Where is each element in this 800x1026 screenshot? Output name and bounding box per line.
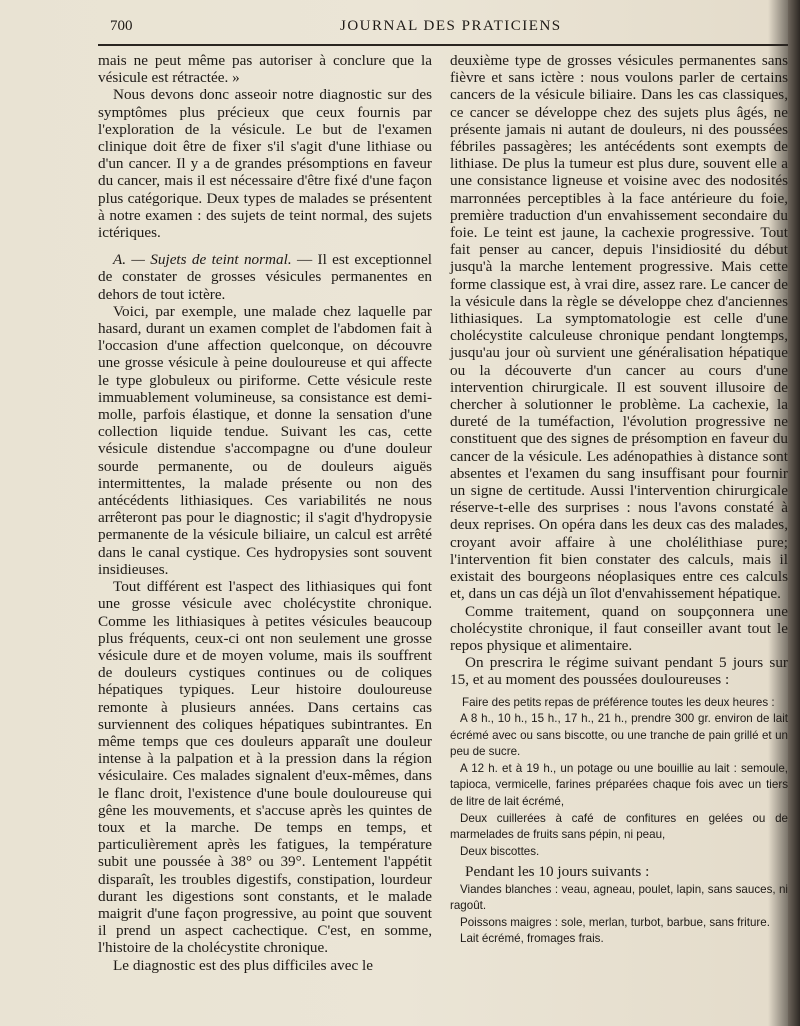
diet-item: Viandes blanches : veau, agneau, poulet, lapin, sans sauces, ni ragoût. (450, 882, 788, 913)
paragraph: Tout différent est l'aspect des lithiasiques qui font une grosse vésicule avec cholécystite chronique. Comme les lithiasiques à petites vésicules beaucoup plus fréquents, ceux-ci ont non seulement une grosse vésicule dure et de moyen volume, mais ils souffrent de douleurs cystiques continues ou de coliques hépatiques typiques. Leur histoire douloureuse remonte à plusieurs années. Dans certains cas surviennent des coliques hépatiques subintrantes. En même temps que ces douleurs apparaît une douleur intense à la palpation et à la pression dans la région vésiculaire. Ces malades signalent d'eux-mêmes, dans le flanc droit, l'existence d'une boule douloureuse qui gêne les mouvements, et s'accuse après les quintes de toux et la marche. De temps en temps, et particulièrement après les fatigues, la température subit une poussée à 38° ou 39°. Lentement l'appétit disparaît, les troubles digestifs, constipation, lourdeur durant les digestions sont constants, et le malade maigrit d'une façon progressive, au point que souvent il prend un aspect cachectique. C'est, en somme, l'histoire de la cholécystite chronique. (98, 578, 432, 957)
paragraph: Nous devons donc asseoir notre diagnostic sur des symptômes plus précieux que ceux fournis par l'exploration de la vésicule. Le but de l'examen clinique doit être de fixer s'il s'agit d'une lithiase ou d'un cancer. Il y a de grandes présomptions en faveur du cancer, mais il est nécessaire d'être fixé d'une façon plus catégorique. Deux types de malades se présentent à notre examen : des sujets de teint normal, des sujets ictériques. (98, 86, 432, 242)
header-rule (98, 44, 788, 46)
diet-item: A 8 h., 10 h., 15 h., 17 h., 21 h., prendre 300 gr. environ de lait écrémé avec ou sans biscotte, ou une tranche de pain grillé et un peu de sucre. (450, 712, 788, 759)
paragraph: Comme traitement, quand on soupçonnera une cholécystite chronique, il faut conseiller avant tout le repos physique et alimentaire. (450, 602, 788, 654)
paragraph: deuxième type de grosses vésicules permanentes sans fièvre et sans ictère : nous voulons parler de certains cancers de la vésicule biliaire. Dans les cas classiques, ce cancer se développe chez des sujets plus âgés, ne présente jamais ni autant de douleurs, ni des poussées fébriles passagères; les antécédents sont exempts de lithiase. De plus la tumeur est plus dure, souvent elle a une consistance ligneuse et voisine avec des nodosités marronnées perceptibles à la face antérieure du foie, première traduction d'un envahissement secondaire du foie. Le teint est jaune, la cachexie progressive. Tout fait penser au cancer, depuis l'insidiosité du début jusqu'à la marche lentement progressive. Mais cette forme classique est, à vrai dire, assez rare. Le cancer de la vésicule dans la règle se développe chez d'anciennes lithiasiques. La symptomatologie est celle d'une cholécystite calculeuse chronique pendant longtemps, jusqu'au jour où survient une généralisation hépatique ou la découverte d'un cancer au cours d'une intervention chirurgicale. Il est souvent illusoire de chercher à solutionner le problème. La cachexie, la dureté de la tuméfaction, l'évolution progressive ne constituent que des signes de présomption en faveur du cancer de la vésicule. Les adénopathies à distance sont absentes et l'examen du sang insuffisant pour fournir un signe de certitude. Aussi l'intervention chirurgicale réserve-t-elle des surprises : nous l'avons constaté à deux reprises. On opéra dans les deux cas des malades, croyant avoir affaire à une cholélithiase pure; l'intervention fit bien constater des calculs, mais il existait des bourgeons néoplasiques entre ces calculs et, dans un cas déjà un îlot d'envahissement hépatique. (450, 52, 788, 603)
left-column (98, 52, 432, 974)
paragraph: On prescrira le régime suivant pendant 5 jours sur 15, et au moment des poussées douloureuses : (450, 654, 788, 689)
page-header (110, 18, 788, 40)
right-column (450, 52, 788, 948)
diet-item: Deux biscottes. (460, 844, 540, 858)
page-edge-shadow (788, 0, 800, 1026)
section-a-paragraph (98, 251, 432, 303)
diet-item: Poissons maigres : sole, merlan, turbot, barbue, sans friture. (460, 915, 770, 929)
page-number: 700 (110, 18, 133, 34)
diet-subheading: Pendant les 10 jours suivants : (465, 863, 650, 881)
diet-item: Deux cuillerées à café de confitures en gelées ou de marmelades de fruits sans pépin, ni peau, (450, 811, 788, 842)
paragraph: Le diagnostic est des plus difficiles avec le (113, 956, 373, 974)
paragraph: mais ne peut même pas autoriser à conclure que la vésicule est rétractée. » (98, 52, 432, 87)
diet-item: A 12 h. et à 19 h., un potage ou une bouillie au lait : semoule, tapioca, vermicelle, farines préparées chaque fois avec un tiers de litre de lait écrémé, (450, 761, 788, 809)
journal-title: JOURNAL DES PRATICIENS (340, 18, 562, 34)
diet-item: Lait écrémé, fromages frais. (460, 932, 604, 946)
paragraph: Voici, par exemple, une malade chez laquelle par hasard, durant un examen complet de l'abdomen fait à l'occasion d'une affection quelconque, on découvre une grosse vésicule à peine douloureuse et qui affecte le type globuleux ou piriforme. Cette vésicule reste immuablement volumineuse, sa consistance est demi-molle, parfois élastique, et donne la sensation d'une collection liquide tendue. Suivant les cas, cette vésicule distendue s'accompagne ou d'une douleur sourde permanente, ou de douleurs aiguës intermittentes, la malade présente ou non des antécédents lithiasiques. Ces variabilités ne nous arrêteront pas pour le diagnostic; il s'agit d'hydropysie permanente de la vésicule biliaire, un calcul est arrêté dans le canal cystique. Ces hydropysies sont souvent insidieuses. (98, 302, 432, 578)
section-a-text: — Il est exceptionnel de constater de grosses vésicules permanentes en dehors de tout ictère. (98, 251, 432, 303)
section-a-label: A. — Sujets de teint normal. (113, 251, 292, 269)
diet-intro: Faire des petits repas de préférence toutes les deux heures : (462, 695, 775, 709)
